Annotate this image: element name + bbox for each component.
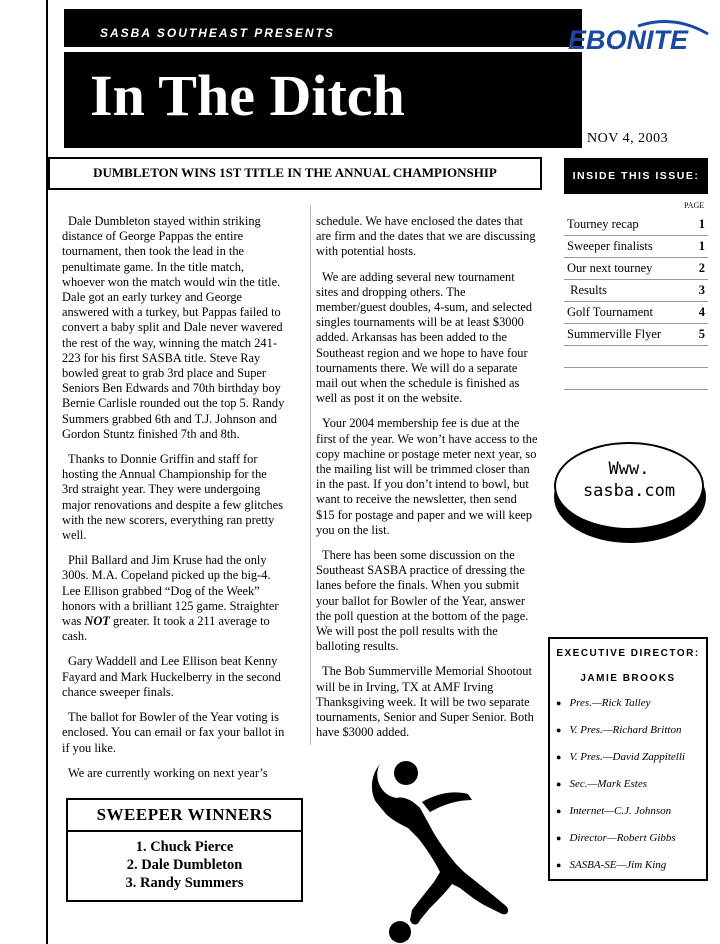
bullet-icon: ● (556, 806, 562, 816)
toc-page-label: PAGE (684, 201, 705, 210)
toc-item: Our next tourney 2 (564, 258, 708, 280)
website-line-1: Www. (608, 459, 650, 479)
article-paragraph: The ballot for Bowler of the Year voting is enclosed. You can email or fax your ballot in if you like. (62, 710, 285, 755)
article-paragraph: Gary Waddell and Lee Ellison beat Kenny Fayard and Mark Huckelberry in the second chance sweeper finals. (62, 654, 281, 699)
toc-item: Tourney recap 1 (564, 214, 708, 236)
executive-box (548, 637, 708, 881)
sweeper-winner: 1. Chuck Pierce (135, 839, 234, 855)
sweeper-list (68, 838, 301, 892)
bullet-icon: ● (556, 752, 562, 762)
executive-title: EXECUTIVE DIRECTOR: (556, 648, 700, 659)
toc-item: Summerville Flyer 5 (564, 324, 708, 346)
article-column-1 (62, 214, 286, 791)
sweeper-title: SWEEPER WINNERS (68, 800, 301, 832)
article-paragraph: Phil Ballard and Jim Kruse had the only 300s. M.A. Copeland picked up the big-4. Lee Ellison grabbed “Dog of the Week” honors with a brilliant 125 game. Straighter was NOT greater. It took a 211 average to cash. (62, 553, 279, 644)
bowler-silhouette-icon (360, 756, 520, 944)
executive-name: JAMIE BROOKS (580, 673, 676, 684)
officer-item: ● Director—Robert Gibbs (556, 832, 676, 844)
officer-item: ● V. Pres.—David Zappitelli (556, 751, 685, 763)
article-paragraph: schedule. We have enclosed the dates that are firm and the dates that we are discussing with potential hosts. (316, 214, 536, 259)
officer-item: ● V. Pres.—Richard Britton (556, 724, 682, 736)
website-oval (554, 442, 704, 530)
bullet-icon: ● (556, 698, 562, 708)
article-paragraph: There has been some discussion on the Southeast SASBA practice of dressing the lanes before the finals. When you submit your ballot for Bowler of the Year, answer the poll question at the bottom of the page. We will post the poll results with the balloting results. (316, 548, 529, 654)
sweeper-winner: 2. Dale Dumbleton (126, 857, 243, 873)
bullet-icon: ● (556, 833, 562, 843)
bullet-icon: ● (556, 725, 562, 735)
bullet-icon: ● (556, 779, 562, 789)
issue-date: NOV 4, 2003 (587, 131, 669, 146)
toc-item: Results 3 (564, 280, 708, 302)
article-paragraph: Thanks to Donnie Griffin and staff for hosting the Annual Championship for the 3rd straight year. They were undergoing major renovations and despite a few glitches with the new scorers, everything ran pretty well. (62, 452, 283, 543)
officers-list (550, 694, 706, 883)
article-paragraph: Dale Dumbleton stayed within striking distance of George Pappas the entire tournament, then took the lead in the penultimate game. In the title match, whoever won the match would win the title. Dale got an early turkey and George answered with a turkey, but Pappas failed to convert a baby split and Dale never wavered the rest of the way, winning the match 241-223 for his first SASBA title. Steve Ray bowled great to grab 3rd place and Super Seniors Ben Edwards and 70th birthday boy Bernie Carlisle rounded out the top 5. Randy Summers grabbed 6th and T.J. Johnson and Gordon Stuntz finished 7th and 8th. (62, 214, 285, 441)
officer-item: ● SASBA-SE—Jim King (556, 859, 667, 871)
sweeper-winners-box (66, 798, 303, 902)
toc-item: Golf Tournament 4 (564, 302, 708, 324)
sweeper-winner: 3. Randy Summers (125, 875, 244, 891)
article-paragraph: The Bob Summerville Memorial Shootout will be in Irving, TX at AMF Irving Thanksgiving week. It will be two separate tournaments, Senior and Super Senior. Both have $3000 added. (316, 664, 534, 740)
inside-issue-header: INSIDE THIS ISSUE: (564, 158, 708, 194)
officer-item: ● Pres.—Rick Talley (556, 697, 651, 709)
page-margin-rule (46, 0, 48, 944)
officer-item: ● Sec.—Mark Estes (556, 778, 648, 790)
article-column-2 (316, 214, 538, 751)
masthead-presents: SASBA SOUTHEAST PRESENTS (100, 26, 335, 40)
column-divider (310, 205, 311, 745)
headline: DUMBLETON WINS 1ST TITLE IN THE ANNUAL CHAMPIONSHIP (48, 157, 542, 190)
toc-item: Sweeper finalists 1 (564, 236, 708, 258)
bullet-icon: ● (556, 860, 562, 870)
ebonite-logo (566, 16, 710, 54)
article-paragraph: We are currently working on next year’s (68, 765, 268, 780)
article-paragraph: We are adding several new tournament sites and dropping others. The member/guest doubles, 4-sum, and selected singles tournaments will be at least $3000 added. Arkansas has been added to the Southeast region and we hope to have four tournaments there. We will do a separate mail out when the schedule is finished as well as post it on the website. (316, 269, 533, 406)
article-paragraph: Your 2004 membership fee is due at the first of the year. We won’t have access to the copy machine or postage meter next year, so the mailing list will be trimmed closer than in the past. If you don’t intend to bowl, but want to receive the newsletter, then send $15 for postage and paper and we will keep you on the list. (316, 416, 538, 537)
table-of-contents (564, 214, 708, 390)
newsletter-title: In The Ditch (90, 63, 405, 128)
ebonite-logo-text: EBONITE (568, 25, 689, 54)
website-line-2: sasba.com (582, 481, 676, 501)
officer-item: ● Internet—C.J. Johnson (556, 805, 672, 817)
toc-blank-row (564, 368, 708, 390)
toc-blank-row (564, 346, 708, 368)
